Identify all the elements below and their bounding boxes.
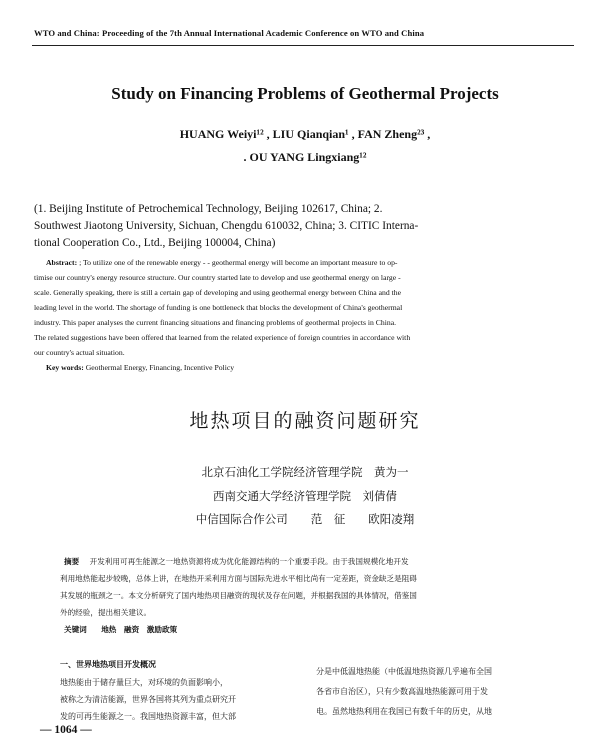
body-right-line-1: 分是中低温地热能（中低温地热资源几乎遍布全国 — [316, 667, 492, 676]
chinese-abstract-label: 摘要 — [64, 557, 80, 566]
chinese-keywords-label: 关键词 — [64, 625, 87, 634]
english-abstract-line-6: The related suggestions have been offered that learned from the related experience of foreign countries in accordance with — [34, 333, 411, 342]
english-keywords-label: Key words: — [46, 363, 84, 372]
english-title: Study on Financing Problems of Geothermal Projects — [111, 84, 499, 103]
page-number: — 1064 — — [40, 724, 92, 736]
chinese-keywords — [60, 624, 560, 635]
chinese-keywords-value: 地热 融资 激励政策 — [101, 625, 178, 634]
body-left-line-1: 地热能由于储存量巨大，对环境的负面影响小， — [60, 678, 228, 687]
english-abstract-line-2: timise our country's energy resource structure. Our country started late to develop and use geothermal energy on large - — [34, 273, 401, 282]
body-left-line-3: 发的可再生能源之一。我国地热资源丰富，但大部 — [60, 712, 236, 721]
header-rule — [32, 45, 574, 46]
chinese-abstract-line-3: 其发展的瓶颈之一。本文分析研究了国内地热项目融资的现状及存在问题，并根据我国的具体情况，借鉴国 — [60, 591, 417, 600]
chinese-affiliation-line-3: 中信国际合作公司 范 征 欧阳凌翔 — [195, 512, 415, 526]
chinese-abstract-line-4: 外的经验，提出相关建议。 — [60, 608, 152, 617]
body-left-line-2: 被称之为清洁能源，世界各国将其列为重点研究开 — [60, 695, 236, 704]
chinese-title: 地热项目的融资问题研究 — [189, 410, 421, 432]
chinese-abstract-text: 开发利用可再生能源之一地热资源将成为优化能源结构的一个重要手段。由于我国规模化地开发 — [89, 557, 409, 566]
chinese-affiliation-line-2: 西南交通大学经济管理学院 刘倩倩 — [213, 489, 397, 503]
english-abstract-line-3: scale. Generally speaking, there is still a certain gap of developing and using geothermal energy between China and the — [34, 288, 402, 297]
body-right-line-2: 各省市自治区），只有少数高温地热能源可用于发 — [316, 687, 488, 696]
english-abstract-line-5: industry. This paper analyses the current financing situations and financing problems of geothermal projects in China. — [34, 318, 397, 327]
english-authors-line-1: HUANG Weiyi¹² , LIU Qianqian¹ , FAN Zheng²³ , — [179, 127, 431, 141]
english-abstract-line-7: our country's actual situation. — [34, 348, 125, 357]
chinese-abstract-line-2: 利用地热能起步较晚，总体上讲，在地热开采利用方面与国际先进水平相比尚有一定差距，资金缺乏是阻碍 — [60, 574, 417, 583]
section-heading: 一、世界地热项目开发概况 — [60, 660, 156, 669]
english-affiliation-line-3: tional Cooperation Co., Ltd., Beijing 100004, China) — [34, 237, 276, 249]
chinese-abstract-line-1 — [60, 556, 560, 567]
english-abstract-text: ; To utilize one of the renewable energy - - geothermal energy will become an important measure to op- — [79, 258, 398, 267]
english-keywords — [34, 363, 574, 372]
english-abstract-line-4: leading level in the world. The shortage of funding is one bottleneck that blocks the development of China's geothermal — [34, 303, 403, 312]
english-keywords-value: Geothermal Energy, Financing, Incentive Policy — [85, 363, 235, 372]
english-affiliation-line-2: Southwest Jiaotong University, Sichuan, Chengdu 610032, China; 3. CITIC Interna- — [34, 220, 419, 232]
body-right-line-3: 电。虽然地热利用在我国已有数千年的历史，从地 — [316, 707, 492, 716]
english-abstract-line-1 — [34, 258, 574, 267]
running-head: WTO and China: Proceeding of the 7th Annual International Academic Conference on WTO and China — [34, 28, 425, 38]
english-affiliation-line-1: (1. Beijing Institute of Petrochemical Technology, Beijing 102617, China; 2. — [34, 203, 383, 215]
english-authors-line-2: . OU YANG Lingxiang¹² — [243, 150, 367, 164]
english-abstract-label: Abstract: — [46, 258, 78, 267]
chinese-affiliation-line-1: 北京石油化工学院经济管理学院 黄为一 — [201, 465, 409, 479]
